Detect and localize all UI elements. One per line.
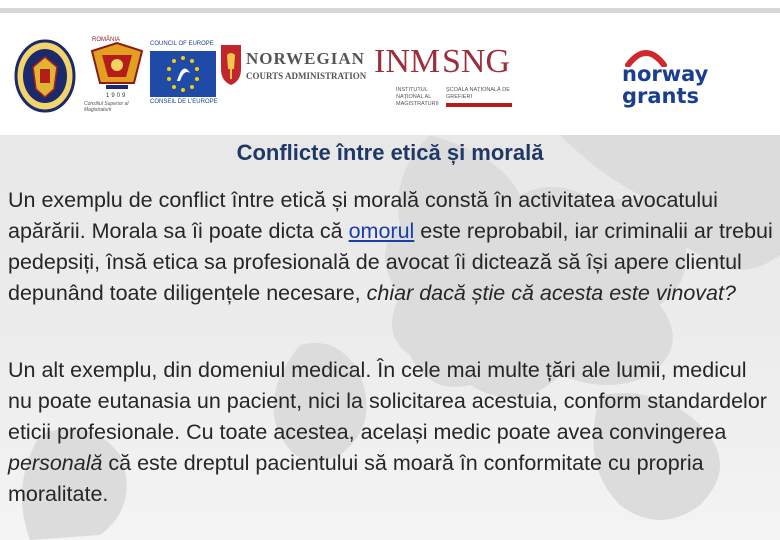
norway-grants-line1: norway: [622, 62, 709, 86]
csm-caption-top: ROMÂNIA: [92, 37, 121, 43]
norway-grants-line2: grants: [622, 84, 700, 108]
norwegian-courts-logo: [218, 41, 368, 101]
p1-italic-question: chiar dacă știe că acesta este vinovat?: [366, 281, 736, 305]
norway-grants-logo: [620, 47, 730, 117]
norway-lion-shield-icon: [218, 43, 244, 87]
p1-text-a: Un exemplu de conflict între etică și morală constă în activitatea avocatului apărării. Morala sa îi poate dicta că: [8, 188, 718, 243]
coe-caption-bottom: CONSEIL DE L'EUROPE: [150, 99, 218, 105]
paragraph-medical-example: [8, 355, 774, 510]
csm-romania-logo: [84, 39, 150, 119]
sng-red-band: [446, 103, 512, 107]
logo-header: [0, 13, 780, 135]
omorul-link[interactable]: omorul: [348, 219, 415, 243]
norwegian-courts-line2: COURTS ADMINISTRATION: [246, 71, 367, 81]
inm-mark: INM: [374, 43, 441, 80]
eu-stars-flag-icon: [150, 51, 216, 97]
council-of-europe-logo: [150, 41, 216, 105]
p2-italic-personala: personală: [8, 451, 103, 475]
coe-caption-top: COUNCIL OF EUROPE: [150, 41, 214, 47]
slide-title: Conflicte între etică și morală: [236, 140, 544, 165]
p2-text-b: că este dreptul pacientului să moară în conformitate cu propria moralitate.: [8, 451, 704, 506]
norwegian-courts-line1: NORWEGIAN: [246, 49, 365, 68]
csm-emblem-icon: [84, 39, 150, 97]
inm-logo: [372, 43, 441, 113]
sng-caption: ȘCOALA NAȚIONALĂ DE GREFIERI: [446, 87, 510, 100]
csm-caption-bottom: Consiliul Superior al Magistraturii: [84, 101, 129, 113]
p1-text-b: este reprobabil, iar criminalii ar trebui pedepsiți, însă etica sa profesională de avocat îi dictează să își apere clientul depunând toate diligențele necesare,: [8, 219, 773, 305]
csm-year: 1909: [106, 93, 128, 99]
p2-text-a: Un alt exemplu, din domeniul medical. În cele mai multe țări ale lumii, medicul nu poate eutanasia un pacient, nici la solicitarea acestuia, conform standardelor eticii profesionale. Cu toate acestea, același medic poate avea convingerea: [8, 358, 767, 444]
romania-coat-of-arms-logo: [14, 39, 76, 113]
sng-mark: SNG: [442, 43, 511, 80]
inm-caption: INSTITUTUL NAȚIONAL AL MAGISTRATURII: [396, 87, 439, 107]
paragraph-lawyer-example: [8, 185, 774, 309]
sng-logo: [442, 43, 518, 113]
